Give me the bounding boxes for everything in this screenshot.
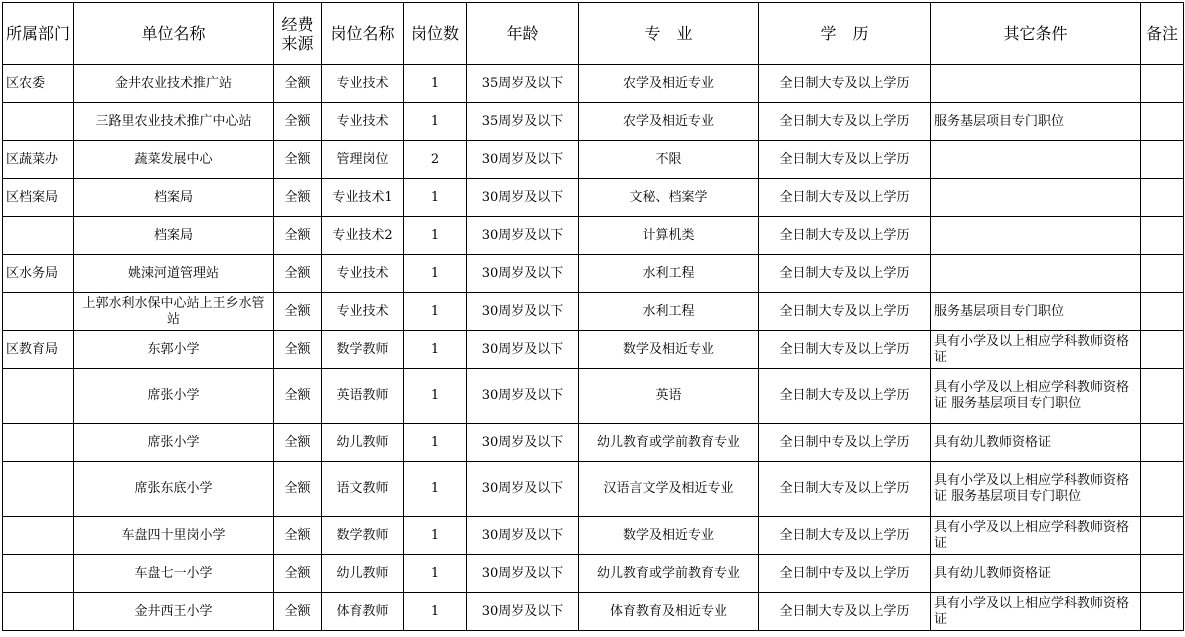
cell-major: 计算机类: [579, 217, 759, 255]
table-row: [3, 331, 1184, 369]
cell-funding: 全额: [274, 293, 322, 331]
cell-other: [931, 255, 1141, 293]
cell-major: 数学及相近专业: [579, 331, 759, 369]
cell-other: 具有小学及以上相应学科教师资格证 服务基层项目专门职位: [931, 462, 1141, 517]
cell-funding: 全额: [274, 103, 322, 141]
cell-position: 专业技术: [322, 293, 404, 331]
cell-other: 服务基层项目专门职位: [931, 103, 1141, 141]
cell-funding: 全额: [274, 424, 322, 462]
cell-funding: 全额: [274, 331, 322, 369]
cell-education: 全日制大专及以上学历: [759, 369, 931, 424]
cell-unit: 席张东底小学: [74, 462, 274, 517]
cell-other: [931, 217, 1141, 255]
cell-count: 1: [404, 424, 467, 462]
cell-remarks: [1141, 331, 1184, 369]
cell-count: 1: [404, 517, 467, 555]
cell-dept: [3, 369, 74, 424]
cell-other: [931, 141, 1141, 179]
table-row: [3, 103, 1184, 141]
header-major: 专 业: [579, 3, 759, 65]
cell-unit: 东郭小学: [74, 331, 274, 369]
cell-major: 幼儿教育或学前教育专业: [579, 555, 759, 593]
cell-major: 不限: [579, 141, 759, 179]
cell-education: 全日制大专及以上学历: [759, 217, 931, 255]
cell-age: 30周岁及以下: [467, 517, 579, 555]
cell-dept: [3, 462, 74, 517]
cell-major: 数学及相近专业: [579, 517, 759, 555]
cell-education: 全日制大专及以上学历: [759, 293, 931, 331]
cell-age: 35周岁及以下: [467, 103, 579, 141]
cell-other: 具有幼儿教师资格证: [931, 424, 1141, 462]
cell-position: 英语教师: [322, 369, 404, 424]
cell-major: 水利工程: [579, 293, 759, 331]
cell-funding: 全额: [274, 517, 322, 555]
cell-major: 农学及相近专业: [579, 103, 759, 141]
cell-position: 专业技术1: [322, 179, 404, 217]
header-dept: 所属部门: [3, 3, 74, 65]
cell-funding: 全额: [274, 555, 322, 593]
cell-remarks: [1141, 141, 1184, 179]
cell-funding: 全额: [274, 255, 322, 293]
table-row: [3, 141, 1184, 179]
header-remarks: 备注: [1141, 3, 1184, 65]
cell-position: 管理岗位: [322, 141, 404, 179]
cell-count: 1: [404, 179, 467, 217]
cell-dept: 区农委: [3, 65, 74, 103]
cell-other: 具有小学及以上相应学科教师资格证: [931, 517, 1141, 555]
cell-count: 1: [404, 331, 467, 369]
cell-unit: 姚涑河道管理站: [74, 255, 274, 293]
table-row: [3, 555, 1184, 593]
cell-position: 语文教师: [322, 462, 404, 517]
cell-dept: [3, 217, 74, 255]
cell-other: 具有幼儿教师资格证: [931, 555, 1141, 593]
cell-remarks: [1141, 103, 1184, 141]
cell-remarks: [1141, 217, 1184, 255]
cell-position: 专业技术: [322, 255, 404, 293]
cell-funding: 全额: [274, 179, 322, 217]
cell-education: 全日制大专及以上学历: [759, 179, 931, 217]
cell-age: 30周岁及以下: [467, 217, 579, 255]
cell-age: 30周岁及以下: [467, 424, 579, 462]
cell-age: 30周岁及以下: [467, 369, 579, 424]
cell-age: 30周岁及以下: [467, 462, 579, 517]
cell-remarks: [1141, 369, 1184, 424]
cell-position: 专业技术2: [322, 217, 404, 255]
cell-major: 农学及相近专业: [579, 65, 759, 103]
cell-unit: 三路里农业技术推广中心站: [74, 103, 274, 141]
cell-funding: 全额: [274, 369, 322, 424]
cell-remarks: [1141, 462, 1184, 517]
header-unit: 单位名称: [74, 3, 274, 65]
cell-major: 体育教育及相近专业: [579, 593, 759, 631]
cell-funding: 全额: [274, 141, 322, 179]
cell-remarks: [1141, 293, 1184, 331]
cell-age: 30周岁及以下: [467, 555, 579, 593]
cell-position: 专业技术: [322, 103, 404, 141]
cell-other: 具有小学及以上相应学科教师资格证: [931, 331, 1141, 369]
header-age: 年龄: [467, 3, 579, 65]
table-row: [3, 424, 1184, 462]
cell-count: 1: [404, 555, 467, 593]
cell-other: [931, 179, 1141, 217]
cell-funding: 全额: [274, 593, 322, 631]
cell-unit: 金井农业技术推广站: [74, 65, 274, 103]
cell-other: 具有小学及以上相应学科教师资格证 服务基层项目专门职位: [931, 369, 1141, 424]
cell-dept: [3, 424, 74, 462]
cell-remarks: [1141, 179, 1184, 217]
cell-unit: 金井西王小学: [74, 593, 274, 631]
cell-count: 1: [404, 217, 467, 255]
header-funding: 经费来源: [274, 3, 322, 65]
table-row: [3, 65, 1184, 103]
cell-dept: 区蔬菜办: [3, 141, 74, 179]
cell-count: 1: [404, 103, 467, 141]
table-row: [3, 462, 1184, 517]
cell-count: 1: [404, 65, 467, 103]
header-row: [3, 3, 1184, 65]
cell-education: 全日制中专及以上学历: [759, 424, 931, 462]
cell-dept: [3, 517, 74, 555]
cell-remarks: [1141, 65, 1184, 103]
cell-major: 汉语言文学及相近专业: [579, 462, 759, 517]
cell-education: 全日制大专及以上学历: [759, 517, 931, 555]
cell-position: 幼儿教师: [322, 424, 404, 462]
cell-unit: 档案局: [74, 217, 274, 255]
cell-dept: [3, 593, 74, 631]
cell-education: 全日制大专及以上学历: [759, 65, 931, 103]
table-row: [3, 593, 1184, 631]
cell-unit: 席张小学: [74, 424, 274, 462]
cell-dept: [3, 103, 74, 141]
cell-age: 30周岁及以下: [467, 331, 579, 369]
cell-major: 幼儿教育或学前教育专业: [579, 424, 759, 462]
cell-dept: [3, 293, 74, 331]
cell-position: 数学教师: [322, 517, 404, 555]
cell-other: [931, 65, 1141, 103]
cell-remarks: [1141, 424, 1184, 462]
cell-funding: 全额: [274, 217, 322, 255]
cell-age: 30周岁及以下: [467, 255, 579, 293]
cell-position: 幼儿教师: [322, 555, 404, 593]
cell-education: 全日制大专及以上学历: [759, 103, 931, 141]
cell-education: 全日制大专及以上学历: [759, 331, 931, 369]
table-row: [3, 217, 1184, 255]
cell-remarks: [1141, 517, 1184, 555]
cell-count: 2: [404, 141, 467, 179]
cell-age: 30周岁及以下: [467, 141, 579, 179]
cell-unit: 席张小学: [74, 369, 274, 424]
cell-unit: 车盘七一小学: [74, 555, 274, 593]
cell-other: 具有小学及以上相应学科教师资格证: [931, 593, 1141, 631]
cell-education: 全日制大专及以上学历: [759, 141, 931, 179]
table-row: [3, 369, 1184, 424]
cell-dept: 区水务局: [3, 255, 74, 293]
cell-remarks: [1141, 255, 1184, 293]
table-row: [3, 293, 1184, 331]
cell-education: 全日制大专及以上学历: [759, 462, 931, 517]
cell-unit: 上郭水利水保中心站上王乡水管站: [74, 293, 274, 331]
cell-position: 数学教师: [322, 331, 404, 369]
cell-age: 30周岁及以下: [467, 593, 579, 631]
cell-unit: 档案局: [74, 179, 274, 217]
cell-education: 全日制大专及以上学历: [759, 255, 931, 293]
cell-dept: [3, 555, 74, 593]
cell-remarks: [1141, 593, 1184, 631]
table-row: [3, 179, 1184, 217]
cell-age: 30周岁及以下: [467, 179, 579, 217]
cell-count: 1: [404, 293, 467, 331]
header-position: 岗位名称: [322, 3, 404, 65]
recruitment-table: [2, 2, 1184, 631]
cell-funding: 全额: [274, 65, 322, 103]
cell-count: 1: [404, 462, 467, 517]
cell-remarks: [1141, 555, 1184, 593]
header-education: 学 历: [759, 3, 931, 65]
cell-unit: 蔬菜发展中心: [74, 141, 274, 179]
cell-major: 水利工程: [579, 255, 759, 293]
cell-other: 服务基层项目专门职位: [931, 293, 1141, 331]
cell-count: 1: [404, 369, 467, 424]
cell-unit: 车盘四十里岗小学: [74, 517, 274, 555]
cell-count: 1: [404, 593, 467, 631]
cell-dept: 区教育局: [3, 331, 74, 369]
cell-position: 专业技术: [322, 65, 404, 103]
cell-education: 全日制中专及以上学历: [759, 555, 931, 593]
cell-major: 文秘、档案学: [579, 179, 759, 217]
cell-funding: 全额: [274, 462, 322, 517]
cell-age: 35周岁及以下: [467, 65, 579, 103]
cell-major: 英语: [579, 369, 759, 424]
table-row: [3, 255, 1184, 293]
cell-dept: 区档案局: [3, 179, 74, 217]
cell-age: 30周岁及以下: [467, 293, 579, 331]
table-row: [3, 517, 1184, 555]
header-other: 其它条件: [931, 3, 1141, 65]
cell-position: 体育教师: [322, 593, 404, 631]
cell-education: 全日制大专及以上学历: [759, 593, 931, 631]
cell-count: 1: [404, 255, 467, 293]
header-count: 岗位数: [404, 3, 467, 65]
